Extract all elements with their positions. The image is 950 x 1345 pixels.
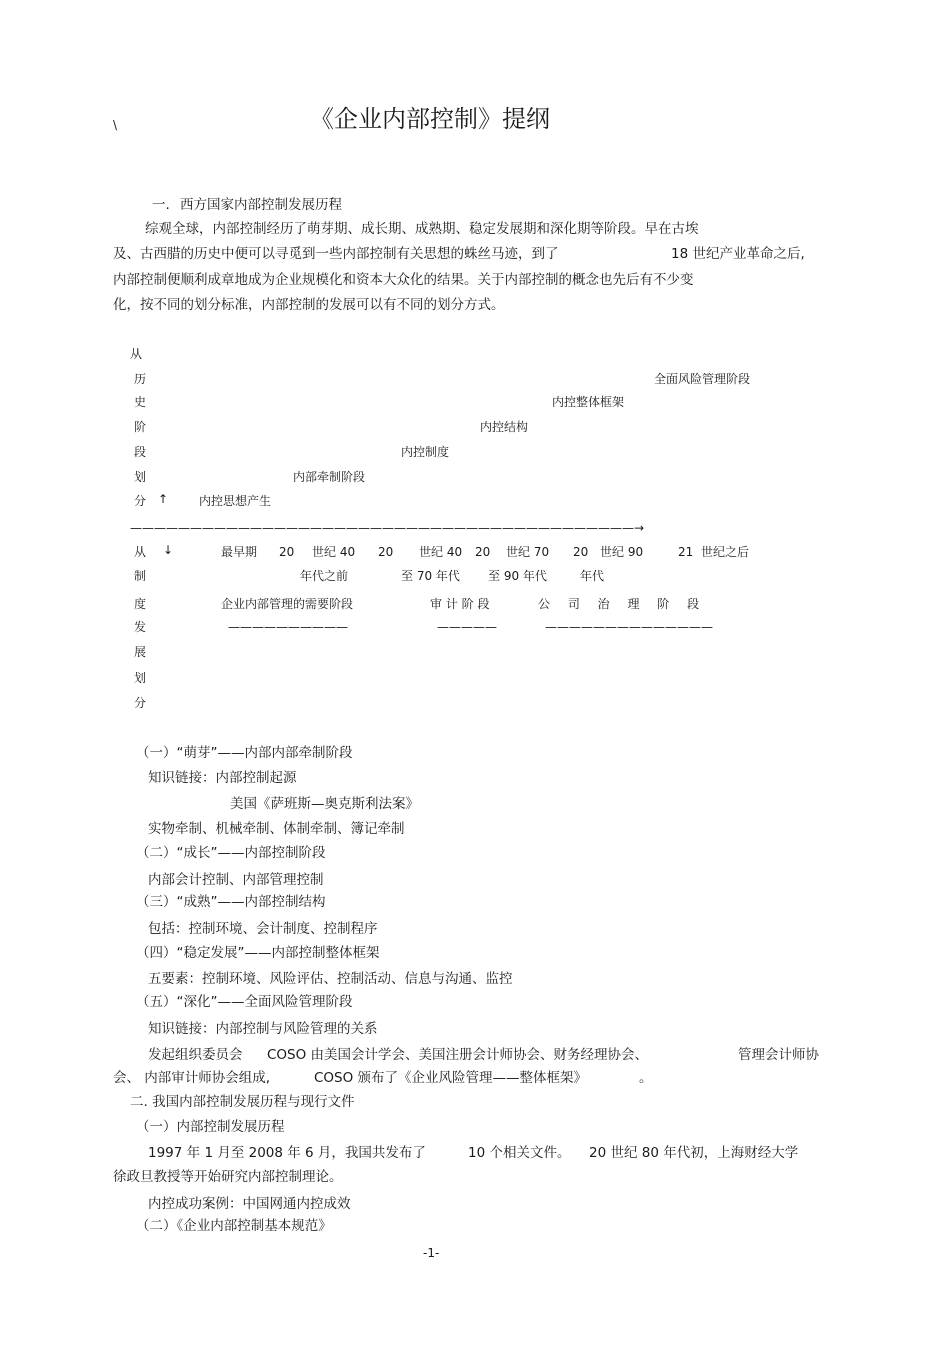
outline-item: 知识链接：内部控制起源: [148, 770, 297, 786]
outline-item: （四）“稳定发展”——内部控制整体框架: [136, 945, 380, 961]
outline-item: 五要素：控制环境、风险评估、控制活动、信息与沟通、监控: [148, 971, 513, 987]
section1-para-line: 18 世纪产业革命之后,: [671, 246, 805, 262]
outline-item: （五）“深化”——全面风险管理阶段: [136, 994, 353, 1010]
vertical-label-char: 分: [134, 494, 147, 508]
period-label: 至 70 年代: [401, 569, 460, 583]
period-label: 世纪之后: [701, 545, 750, 559]
vertical-label-char: 段: [134, 445, 147, 459]
section2-para-line: 20 世纪 80 年代初，上海财经大学: [589, 1145, 799, 1161]
vertical-label-char: 从: [130, 347, 143, 361]
coso-text: 。: [639, 1070, 653, 1086]
section1-para-line: 综观全球，内部控制经历了萌芽期、成长期、成熟期、稳定发展期和深化期等阶段。早在古埃: [145, 221, 699, 237]
coso-text: COSO 颁布了《企业风险管理——整体框架》: [314, 1070, 588, 1086]
section2-subheading: （一）内部控制发展历程: [136, 1119, 285, 1135]
stage-label: 内部牵制阶段: [293, 470, 366, 484]
outline-item: 美国《萨班斯—奥克斯利法案》: [230, 796, 419, 812]
vertical-label-char: 展: [134, 645, 147, 659]
period-label: 世纪 90: [600, 545, 644, 559]
vertical-label-char: 划: [134, 671, 147, 685]
section2-para-line: 1997 年 1 月至 2008 年 6 月，我国共发布了: [148, 1145, 426, 1161]
outline-item: 内部会计控制、内部管理控制: [148, 872, 324, 888]
section1-heading: 西方国家内部控制发展历程: [180, 197, 342, 213]
page-title: 《企业内部控制》提纲: [310, 105, 550, 133]
timeline-axis: ——————————————————————————————————————————→: [130, 521, 645, 535]
vertical-label-char: 阶: [134, 420, 147, 434]
page-number: -1-: [423, 1246, 440, 1260]
coso-text: 管理会计师协: [738, 1047, 819, 1063]
section2-para-line: 徐政旦教授等开始研究内部控制理论。: [113, 1169, 343, 1185]
section1-para-line: 及、古西腊的历史中便可以寻觅到一些内部控制有关思想的蛛丝马迹，到了: [113, 246, 559, 262]
section2-case: 内控成功案例：中国网通内控成效: [148, 1196, 351, 1212]
phase-dash: —————: [437, 620, 497, 634]
stage-label: 内控结构: [480, 420, 529, 434]
period-label: 20: [475, 545, 491, 559]
phase-label: 公 司 治 理 阶 段: [538, 597, 700, 611]
section2-subheading: （二）《企业内部控制基本规范》: [136, 1218, 332, 1234]
vertical-label-char: 史: [134, 395, 147, 409]
period-label: 年代之前: [300, 569, 349, 583]
section1-heading-num: 一.: [152, 197, 170, 213]
outline-item: 知识链接：内部控制与风险管理的关系: [148, 1021, 378, 1037]
vertical-label-char: 度: [134, 597, 147, 611]
period-label: 世纪 40: [312, 545, 356, 559]
stage-label: 内控整体框架: [552, 395, 625, 409]
outline-item: （三）“成熟”——内部控制结构: [136, 894, 326, 910]
period-label: 21: [678, 545, 694, 559]
corner-mark: \: [113, 118, 118, 132]
outline-item: （一）“萌芽”——内部内部牵制阶段: [136, 745, 353, 761]
phase-dash: ——————————————: [545, 620, 713, 634]
period-label: 世纪 70: [506, 545, 550, 559]
stage-label: 内控思想产生: [199, 494, 272, 508]
stage-label: 内控制度: [401, 445, 450, 459]
period-label: 至 90 年代: [488, 569, 547, 583]
period-label: 20: [279, 545, 295, 559]
phase-label: 审 计 阶 段: [430, 597, 490, 611]
outline-item: （二）“成长”——内部控制阶段: [136, 845, 326, 861]
outline-item: 实物牵制、机械牵制、体制牵制、簿记牵制: [148, 821, 405, 837]
outline-item: 包括：控制环境、会计制度、控制程序: [148, 921, 378, 937]
period-label: 最早期: [221, 545, 258, 559]
vertical-label-char: 从: [134, 545, 147, 559]
vertical-label-char: 历: [134, 372, 147, 386]
phase-dash: ——————————: [228, 620, 348, 634]
coso-text: 发起组织委员会: [148, 1047, 243, 1063]
stage-label: 全面风险管理阶段: [654, 372, 751, 386]
vertical-label-char: 划: [134, 470, 147, 484]
section2-heading: 二. 我国内部控制发展历程与现行文件: [130, 1094, 355, 1110]
section1-para-line: 内部控制便顺利成章地成为企业规模化和资本大众化的结果。关于内部控制的概念也先后有不少变: [113, 272, 694, 288]
period-label: 世纪 40: [419, 545, 463, 559]
vertical-label-char: 分: [134, 696, 147, 710]
down-arrow-icon: ↓: [163, 543, 174, 557]
period-label: 20: [378, 545, 394, 559]
vertical-label-char: 制: [134, 569, 147, 583]
vertical-label-char: 发: [134, 620, 147, 634]
phase-label: 企业内部管理的需要阶段: [221, 597, 354, 611]
coso-text: COSO 由美国会计学会、美国注册会计师协会、财务经理协会、: [267, 1047, 649, 1063]
period-label: 20: [573, 545, 589, 559]
section2-para-line: 10 个相关文件。: [468, 1145, 571, 1161]
coso-text: 会、 内部审计师协会组成,: [113, 1070, 271, 1086]
section1-para-line: 化，按不同的划分标准，内部控制的发展可以有不同的划分方式。: [113, 297, 505, 313]
up-arrow-icon: ↑: [158, 492, 169, 506]
period-label: 年代: [580, 569, 605, 583]
